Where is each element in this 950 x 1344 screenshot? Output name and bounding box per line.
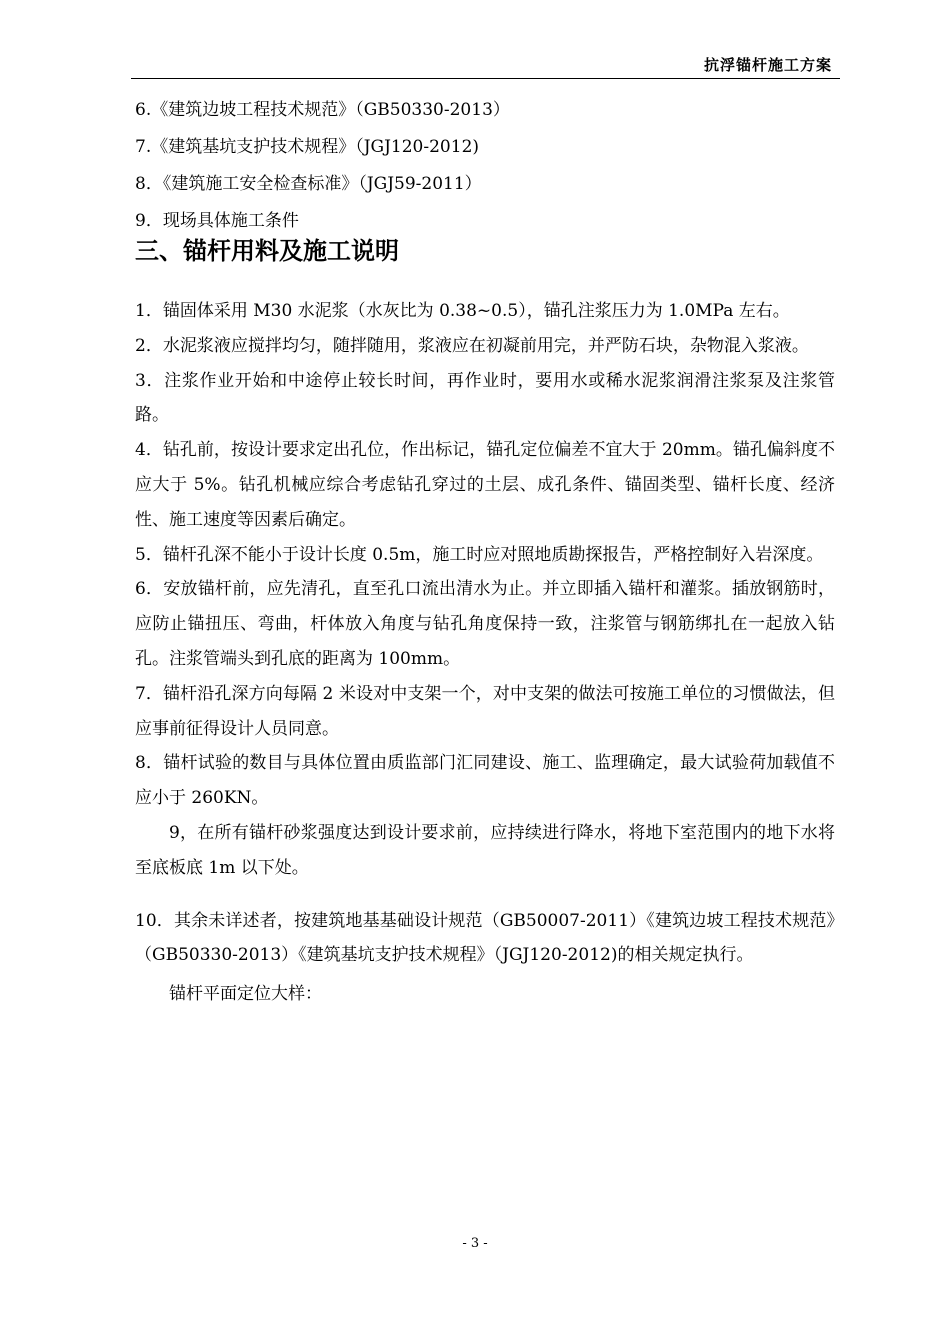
instruction-item: 4．钻孔前，按设计要求定出孔位，作出标记，锚孔定位偏差不宜大于 20mm。锚孔偏斜度不应大于 5%。钻孔机械应综合考虑钻孔穿过的土层、成孔条件、锚固类型、锚杆长度、经济性、施工速度等因素后确定。: [135, 440, 835, 530]
header-divider: [131, 78, 840, 79]
section-body: [135, 294, 835, 1012]
figure-caption: 锚杆平面定位大样：: [169, 984, 322, 1005]
instruction-item: 9，在所有锚杆砂浆强度达到设计要求前，应持续进行降水，将地下室范围内的地下水将至底板底 1m 以下处。: [135, 822, 835, 878]
reference-item: 6.《建筑边坡工程技术规范》（GB50330-2013）: [135, 100, 510, 120]
section-heading: 三、锚杆用料及施工说明: [135, 237, 399, 265]
instruction-item: 1．锚固体采用 M30 水泥浆（水灰比为 0.38~0.5），锚孔注浆压力为 1.0MPa 左右。: [135, 301, 790, 321]
instruction-item: 5．锚杆孔深不能小于设计长度 0.5m，施工时应对照地质勘探报告，严格控制好入岩深度。: [135, 544, 824, 565]
instruction-item: 3．注浆作业开始和中途停止较长时间，再作业时，要用水或稀水泥浆润滑注浆泵及注浆管路。: [135, 370, 835, 426]
instruction-item: 8．锚杆试验的数目与具体位置由质监部门汇同建设、施工、监理确定，最大试验荷加载值不应小于 260KN。: [135, 753, 835, 809]
page-number: - 3 -: [462, 1236, 488, 1251]
reference-item: 9．现场具体施工条件: [135, 211, 299, 231]
header-title: 抗浮锚杆施工方案: [703, 56, 832, 74]
reference-item: 8．《建筑施工安全检查标准》（JGJ59-2011）: [135, 174, 482, 194]
reference-list: [135, 92, 835, 240]
instruction-item: 6．安放锚杆前，应先清孔，直至孔口流出清水为止。并立即插入锚杆和灌浆。插放钢筋时，应防止锚扭压、弯曲，杆体放入角度与钻孔角度保持一致，注浆管与钢筋绑扎在一起放入钻孔。注浆管端头到孔底的距离为 100mm。: [135, 579, 835, 669]
instruction-item: 2．水泥浆液应搅拌均匀，随拌随用，浆液应在初凝前用完，并严防石块，杂物混入浆液。: [135, 335, 809, 356]
instruction-item: 10．其余未详述者，按建筑地基基础设计规范（GB50007-2011）《建筑边坡工程技术规范》（GB50330-2013）《建筑基坑支护技术规程》（JGJ120-2012)的相关规定执行。: [135, 910, 835, 966]
instruction-item: 7．锚杆沿孔深方向每隔 2 米设对中支架一个，对中支架的做法可按施工单位的习惯做法，但应事前征得设计人员同意。: [135, 683, 835, 739]
reference-item: 7.《建筑基坑支护技术规程》（JGJ120-2012): [135, 137, 480, 157]
